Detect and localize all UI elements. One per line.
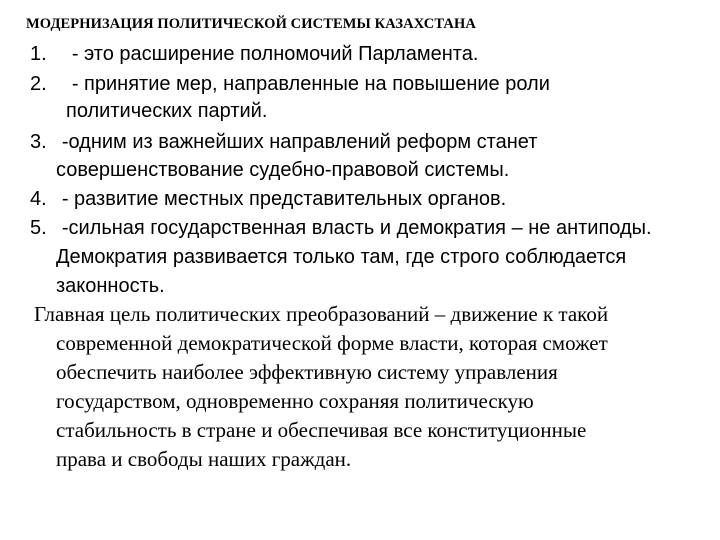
list-item-4 <box>30 189 506 209</box>
list-item-2 <box>30 74 550 94</box>
list-item-2-continuation: политических партий. <box>66 100 268 122</box>
item-text: -одним из важнейших направлений реформ станет <box>61 131 538 153</box>
item-number: 3. <box>30 131 47 153</box>
item-number: 5. <box>30 217 47 239</box>
conclusion-line-6: права и свободы наших граждан. <box>56 447 352 471</box>
item-text: -сильная государственная власть и демократия – не антиподы. <box>61 217 652 239</box>
conclusion-line-4: государством, одновременно сохраняя политическую <box>56 389 534 413</box>
conclusion-line-3: обеспечить наиболее эффективную систему управления <box>56 360 558 384</box>
conclusion-line-1: Главная цель политических преобразований – движение к такой <box>34 302 609 326</box>
list-item-3 <box>30 132 537 152</box>
item-text: - принятие мер, направленные на повышение роли <box>71 73 550 95</box>
item-number: 4. <box>30 188 47 210</box>
slide-title: МОДЕРНИЗАЦИЯ ПОЛИТИЧЕСКОЙ СИСТЕМЫ КАЗАХСТАНА <box>26 16 476 32</box>
list-item-5 <box>30 218 652 238</box>
conclusion-line-2: современной демократической форме власти, которая сможет <box>56 331 608 355</box>
item-text: - развитие местных представительных органов. <box>61 188 507 210</box>
item-number: 2. <box>30 73 47 95</box>
item-number: 1. <box>30 43 47 65</box>
list-item-5-continuation-1: Демократия развивается только там, где строго соблюдается <box>56 246 627 268</box>
conclusion-line-5: стабильность в стране и обеспечивая все конституционные <box>56 418 587 442</box>
item-text: - это расширение полномочий Парламента. <box>71 43 479 65</box>
list-item-1 <box>30 44 478 64</box>
list-item-5-continuation-2: законность. <box>56 275 165 297</box>
list-item-3-continuation: совершенствование судебно-правовой системы. <box>56 159 510 181</box>
